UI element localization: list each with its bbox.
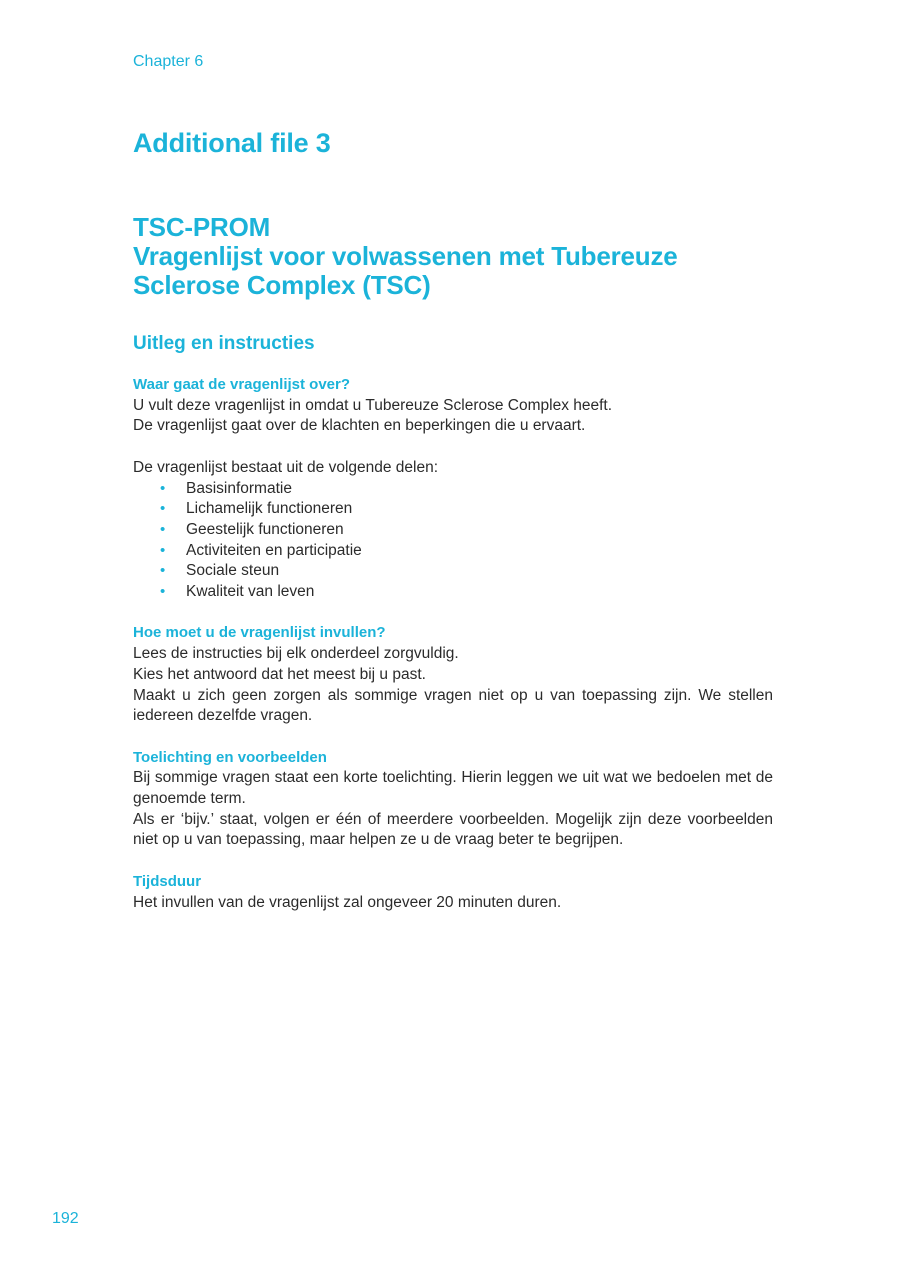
howto-line: Kies het antwoord dat het meest bij u past.	[133, 665, 426, 683]
chapter-label: Chapter 6	[133, 53, 204, 70]
howto-heading: Hoe moet u de vragenlijst invullen?	[133, 624, 386, 642]
howto-block	[133, 623, 773, 727]
examples-paragraph: Als er ‘bijv.’ staat, volgen er één of meerdere voorbeelden. Mogelijk zijn deze voorbeelden niet op u van toepassing, maar helpen ze u de vraag beter te begrijpen.	[133, 810, 773, 849]
howto-paragraph: Maakt u zich geen zorgen als sommige vragen niet op u van toepassing zijn. We stellen iedereen dezelfde vragen.	[133, 686, 773, 725]
list-item	[160, 479, 773, 500]
list-item	[160, 541, 773, 562]
examples-block	[133, 748, 773, 852]
bullet-icon: •	[160, 500, 166, 518]
bullet-icon: •	[160, 541, 166, 559]
list-item-label: Lichamelijk functioneren	[186, 500, 353, 518]
about-block	[133, 375, 773, 437]
bullet-icon: •	[160, 583, 166, 601]
list-item-label: Geestelijk functioneren	[186, 520, 344, 538]
duration-heading: Tijdsduur	[133, 872, 202, 890]
examples-heading: Toelichting en voorbeelden	[133, 748, 327, 766]
list-item-label: Activiteiten en participatie	[186, 541, 362, 559]
section-heading: Uitleg en instructies	[133, 333, 315, 354]
duration-block	[133, 872, 773, 913]
page-number: 192	[52, 1210, 79, 1227]
list-item-label: Sociale steun	[186, 562, 280, 580]
list-item	[160, 582, 773, 603]
parts-block	[133, 458, 773, 603]
questionnaire-title	[133, 213, 773, 300]
howto-line: Lees de instructies bij elk onderdeel zorgvuldig.	[133, 645, 459, 663]
questionnaire-title-line: Sclerose Complex (TSC)	[133, 270, 431, 300]
additional-file-title: Additional file 3	[133, 128, 331, 158]
duration-text: Het invullen van de vragenlijst zal ongeveer 20 minuten duren.	[133, 893, 562, 911]
list-item	[160, 499, 773, 520]
parts-list	[133, 479, 773, 603]
questionnaire-title-line: Vragenlijst voor volwassenen met Tubereuze	[133, 241, 678, 271]
about-heading: Waar gaat de vragenlijst over?	[133, 376, 351, 393]
list-item-label: Basisinformatie	[186, 479, 292, 497]
bullet-icon: •	[160, 562, 166, 580]
list-item	[160, 561, 773, 582]
list-item-label: Kwaliteit van leven	[186, 583, 315, 601]
bullet-icon: •	[160, 479, 166, 497]
questionnaire-title-line: TSC-PROM	[133, 212, 271, 242]
examples-paragraph: Bij sommige vragen staat een korte toelichting. Hierin leggen we uit wat we bedoelen met de genoemde term.	[133, 769, 773, 808]
list-item	[160, 520, 773, 541]
about-line: U vult deze vragenlijst in omdat u Tubereuze Sclerose Complex heeft.	[133, 396, 613, 414]
about-line: De vragenlijst gaat over de klachten en beperkingen die u ervaart.	[133, 417, 586, 435]
parts-intro: De vragenlijst bestaat uit de volgende delen:	[133, 458, 439, 476]
instructions-content	[133, 375, 773, 934]
bullet-icon: •	[160, 520, 166, 538]
